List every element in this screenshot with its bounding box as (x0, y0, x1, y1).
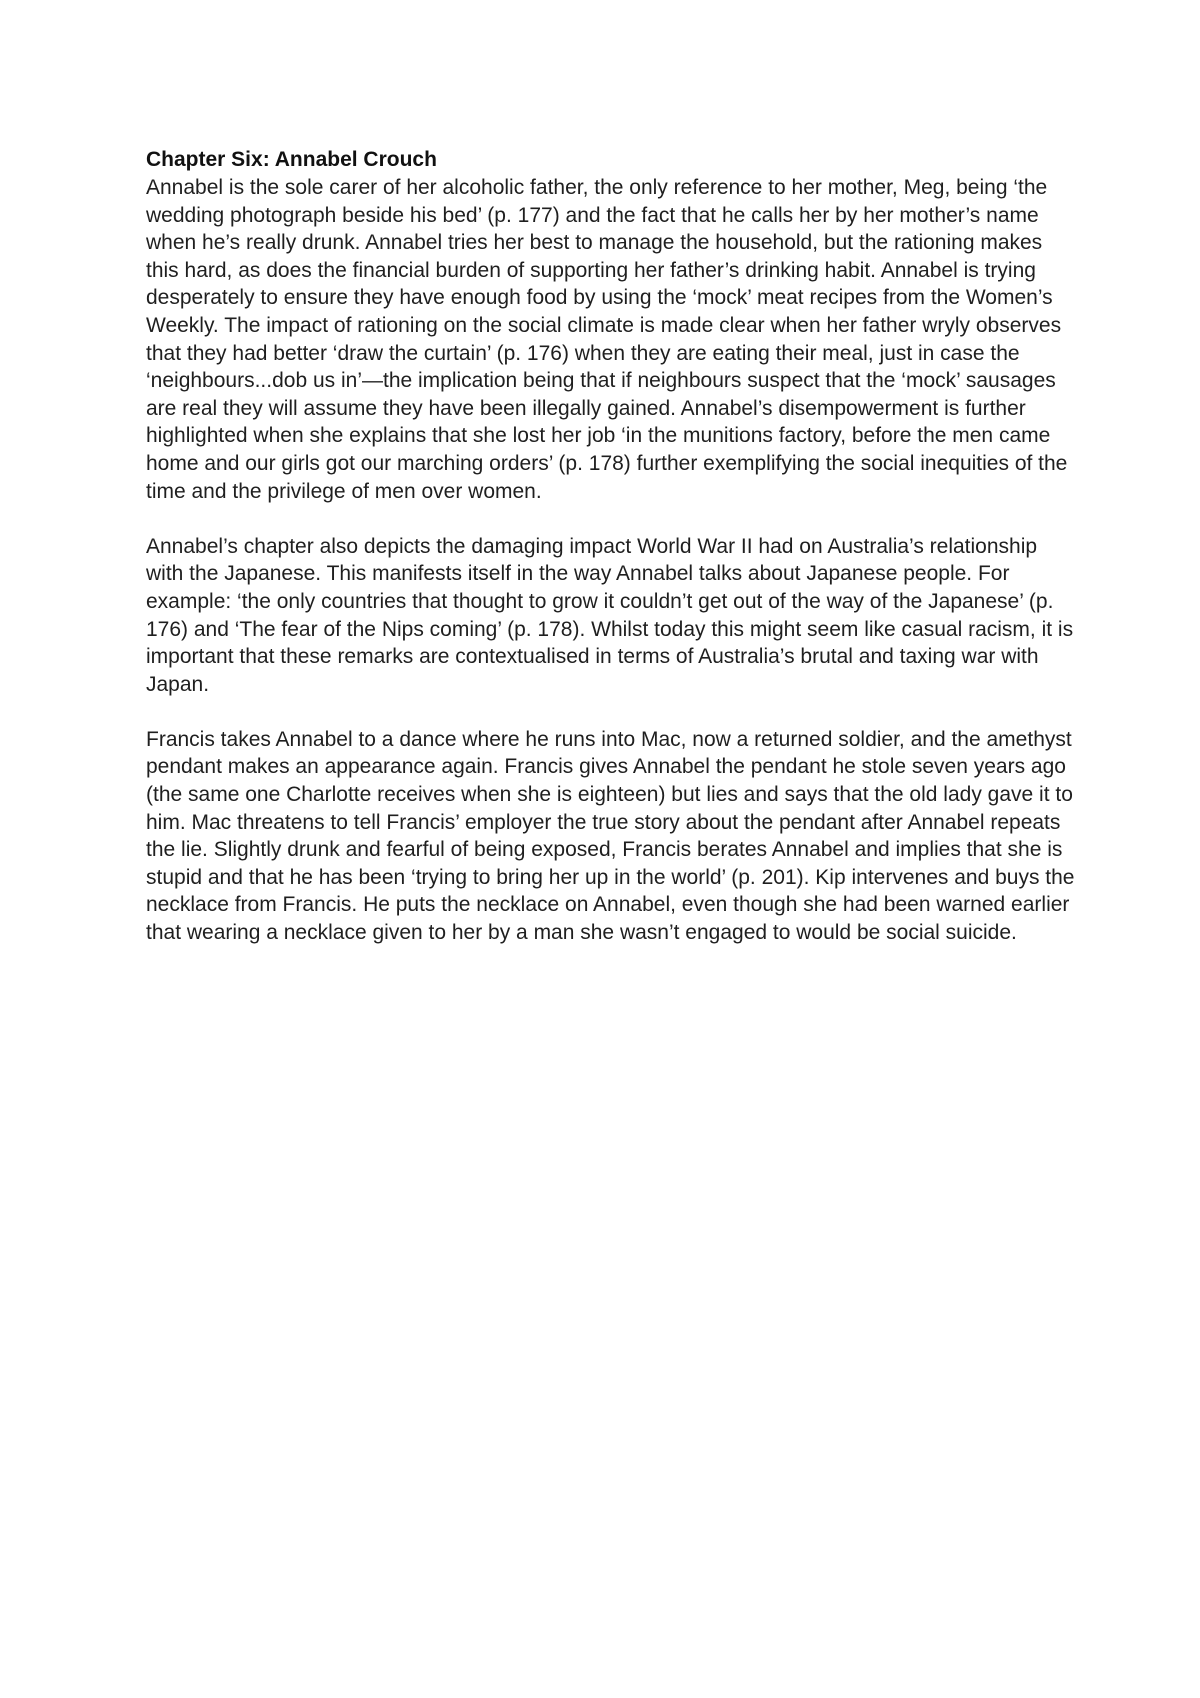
paragraph-3: Francis takes Annabel to a dance where he runs into Mac, now a returned soldier, and the amethyst pendant makes an appearance again. Francis gives Annabel the pendant he stole seven years ago (the same one Charlotte receives when she is eighteen) but lies and says that the old lady gave it to him. Mac threatens to tell Francis’ employer the true story about the pendant after Annabel repeats the lie. Slightly drunk and fearful of being exposed, Francis berates Annabel and implies that she is stupid and that he has been ‘trying to bring her up in the world’ (p. 201). Kip intervenes and buys the necklace from Francis. He puts the necklace on Annabel, even though she had been warned earlier that wearing a necklace given to her by a man she wasn’t engaged to would be social suicide. (146, 727, 1075, 945)
chapter-heading: Chapter Six: Annabel Crouch (146, 148, 437, 171)
paragraph-spacer (146, 505, 1076, 533)
paragraph-1: Annabel is the sole carer of her alcoholic father, the only reference to her mother, Meg, being ‘the wedding photograph beside his bed’ (p. 177) and the fact that he calls her by her mother’s name when he’s really drunk. Annabel tries her best to manage the household, but the rationing makes this hard, as does the financial burden of supporting her father’s drinking habit. Annabel is trying desperately to ensure they have enough food by using the ‘mock’ meat recipes from the Women’s Weekly. The impact of rationing on the social climate is made clear when her father wryly observes that they had better ‘draw the curtain’ (p. 176) when they are eating their meal, just in case the ‘neighbours...dob us in’—the implication being that if neighbours suspect that the ‘mock’ sausages are real they will assume they have been illegally gained. Annabel’s disempowerment is further highlighted when she explains that she lost her job ‘in the munitions factory, before the men came home and our girls got our marching orders’ (p. 178) further exemplifying the social inequities of the time and the privilege of men over women. (146, 176, 1068, 503)
document-body (146, 146, 1076, 947)
paragraph-spacer (146, 698, 1076, 726)
paragraph-2: Annabel’s chapter also depicts the damaging impact World War II had on Australia’s relationship with the Japanese. This manifests itself in the way Annabel talks about Japanese people. For example: ‘the only countries that thought to grow it couldn’t get out of the way of the Japanese’ (p. 176) and ‘The fear of the Nips coming’ (p. 178). Whilst today this might seem like casual racism, it is important that these remarks are contextualised in terms of Australia’s brutal and taxing war with Japan. (146, 534, 1074, 696)
